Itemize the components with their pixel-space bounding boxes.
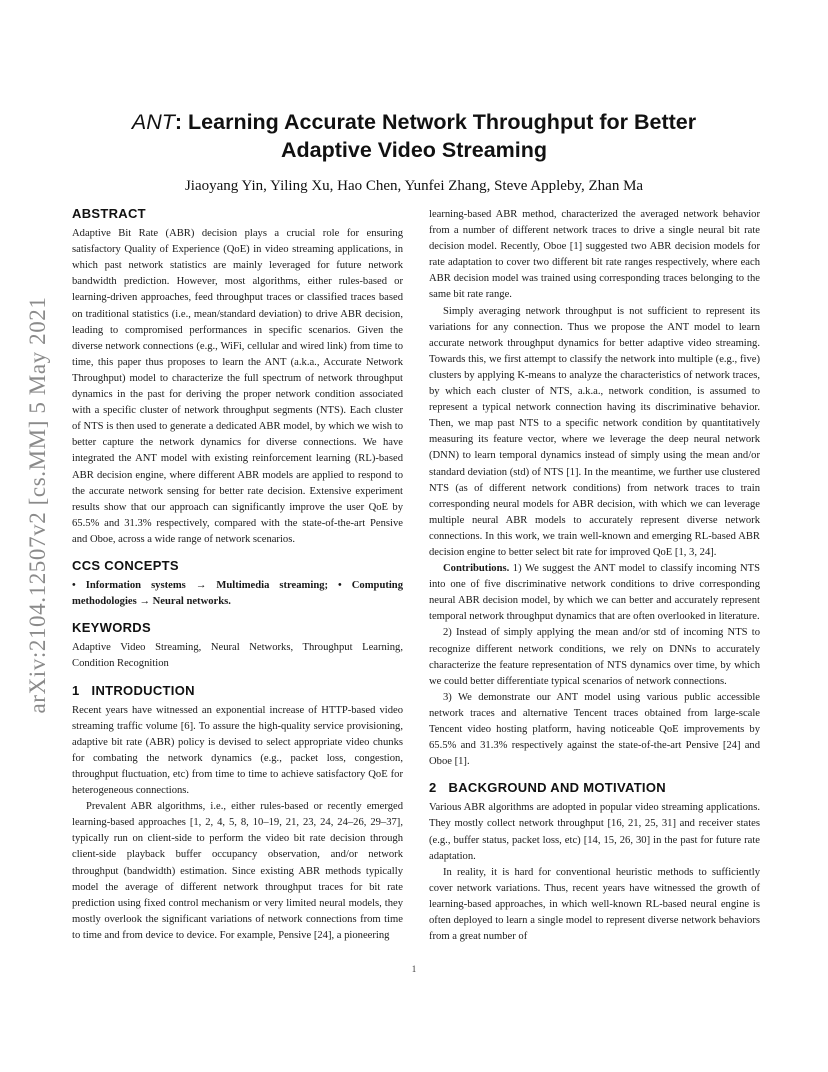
contributions-label: Contributions. (443, 563, 510, 575)
author-list: Jiaoyang Yin, Yiling Xu, Hao Chen, Yunfei Zhang, Steve Appleby, Zhan Ma (184, 178, 644, 194)
contribution-3: 3) We demonstrate our ANT model using various public accessible network traces and alternative Tencent traces obtained from large-scale Tencent video hosting platform, having noticeable QoE improvements by 65.5% and 31.3% respectively against the state-of-the-art Pensive [24] and Oboe [1]. (429, 691, 760, 768)
background-paragraph-2: In reality, it is hard for conventional heuristic methods to sufficiently cover network variations. Thus, recent years have witnessed the growth of learning-based approaches, in which well-known RL-based neural engine is often deployed to learn a single model to represent diverse network behaviors from a great number of (429, 866, 760, 943)
left-column (72, 206, 403, 944)
arxiv-identifier: arXiv:2104.12507v2 [cs.MM] 5 May 2021 (25, 296, 50, 713)
contribution-1: 1) We suggest the ANT model to classify incoming NTS into one of five discriminative network conditions to drive corresponding neural ABR decision model, by which we can better and accurately represent temporal network throughput dynamics that are often overlooked in literature. (429, 563, 760, 623)
paper-title (90, 108, 738, 164)
page-number: 1 (411, 964, 417, 974)
intro-paragraph-2: Prevalent ABR algorithms, i.e., either rules-based or recently emerged learning-based approaches [1, 2, 4, 5, 8, 10–19, 21, 23, 24, 24–26, 29–37], typically run on client-side to perform the video bit rate decision through client-side playback buffer occupancy observation, and/or network throughput (bandwidth) estimation. Since existing ABR methods typically model the average of different network throughput traces for bit rate prediction using fixed control mechanism or very limited neural models, they mostly overlook the significant variations of network connections from time to time and from device to device. For example, Pensive [24], a pioneering (72, 801, 403, 941)
title-italic: ANT (131, 110, 175, 134)
background-heading (429, 780, 760, 796)
abstract-heading: ABSTRACT (72, 206, 146, 221)
keywords-text: Adaptive Video Streaming, Neural Networks, Throughput Learning, Condition Recognition (72, 642, 403, 670)
right-column (429, 207, 760, 945)
ccs-text: • Information systems → Multimedia streaming; • Computing methodologies → Neural networks. (72, 580, 403, 608)
intro-paragraph-3: learning-based ABR method, characterized the averaged network behavior from a number of different network traces to drive a single neural bit rate decision model. Recently, Oboe [1] suggested two ABR decision models for rate adaptation to cover two different bit rate ranges respectively, where each ABR decision model was trained using corresponding traces belonging to the same bit rate range. (429, 209, 760, 301)
intro-paragraph-4: Simply averaging network throughput is not sufficient to represent its variations for any connection. Thus we propose the ANT model to learn accurate network throughput dynamics for better adaptive video streaming. Towards this, we first attempt to classify the network into multiple (e.g., five) clusters by applying K-means to analyze the characteristics of network traces, by which each cluster of NTS, a.k.a., network condition, is assumed to represent a typical network connection having its discriminative behavior. Then, we map past NTS to a specific network condition by quantitatively measuring its feature vector, where we leverage the deep neural network (DNN) to learn temporal dynamics instead of simply using the mean and/or standard deviation (std) of NTS [1]. In the meantime, we further use clustered NTS (as of different network conditions) from network traces to train corresponding neural models for ABR decision, with which we can leverage multiple neural ABR models to accurately represent diverse network connections. In this work, we train well-known and emerging RL-based ABR decision engine to better select bit rate for improved QoE [1, 3, 24]. (429, 305, 760, 558)
contributions-paragraph (429, 561, 760, 625)
section-title: INTRODUCTION (91, 682, 195, 698)
introduction-heading (72, 683, 403, 699)
section-number: 1 (72, 682, 80, 698)
title-line-1: : Learning Accurate Network Throughput for Better (174, 110, 697, 134)
contribution-2: 2) Instead of simply applying the mean and/or std of incoming NTS to recognize different network conditions, we rely on DNNs to accurately characterize the feature representation of NTS dynamics over time, by which we could better differentiate typical scenarios of network connections. (429, 627, 760, 687)
ccs-heading: CCS CONCEPTS (72, 557, 179, 573)
keywords-heading: KEYWORDS (72, 620, 151, 636)
abstract-text: Adaptive Bit Rate (ABR) decision plays a crucial role for ensuring satisfactory Quality of Experience (QoE) in video streaming applications, in which past network statistics are mainly leveraged for future network bandwidth prediction. However, most algorithms, either rules-based or learning-driven approaches, feed throughput traces or classified traces based on traditional statistics (i.e., mean/standard deviation) to drive ABR decision, leading to compromised performances in specific scenarios. Given the diverse network connections (e.g., WiFi, cellular and wired link) from time to time, this paper thus proposes to learn the ANT (a.k.a., Accurate Network Throughput) model to characterize the full spectrum of network throughput dynamics in the past for deriving the proper network condition associated with a specific cluster of network throughput segments (NTS). Each cluster of NTS is then used to generate a dedicated ABR model, by which we wish to better capture the network dynamics for diverse connections. We have integrated the ANT model with existing reinforcement learning (RL)-based ABR decision engine, where different ABR models are applied to respond to the accurate network sensing for better rate decision. Extensive experiment results show that our approach can significantly improve the user QoE by 65.5% and 31.3% respectively, compared with the state-of-the-art Pensive and Oboe, across a wide range of network scenarios. (72, 228, 403, 545)
section-number: 2 (429, 780, 437, 796)
title-line-2: Adaptive Video Streaming (280, 138, 548, 162)
section-title: BACKGROUND AND MOTIVATION (448, 780, 666, 796)
background-paragraph-1: Various ABR algorithms are adopted in popular video streaming applications. They mostly collect network throughput [16, 21, 25, 31] and receiver states (e.g., buffer status, packet loss, etc) [14, 15, 26, 30] in the past for future rate adaptation. (429, 802, 760, 862)
intro-paragraph-1: Recent years have witnessed an exponential increase of HTTP-based video streaming traffic volume [6]. To assure the high-quality service provisioning, adaptive bit rate (ABR) policy is devised to select appropriate video chunks for combating the network dynamics (e.g., packet loss, congestion, throughput fluctuation, etc) from time to time to achieve satisfactory QoE for heterogeneous connections. (72, 704, 403, 797)
arxiv-sidebar (26, 272, 50, 737)
